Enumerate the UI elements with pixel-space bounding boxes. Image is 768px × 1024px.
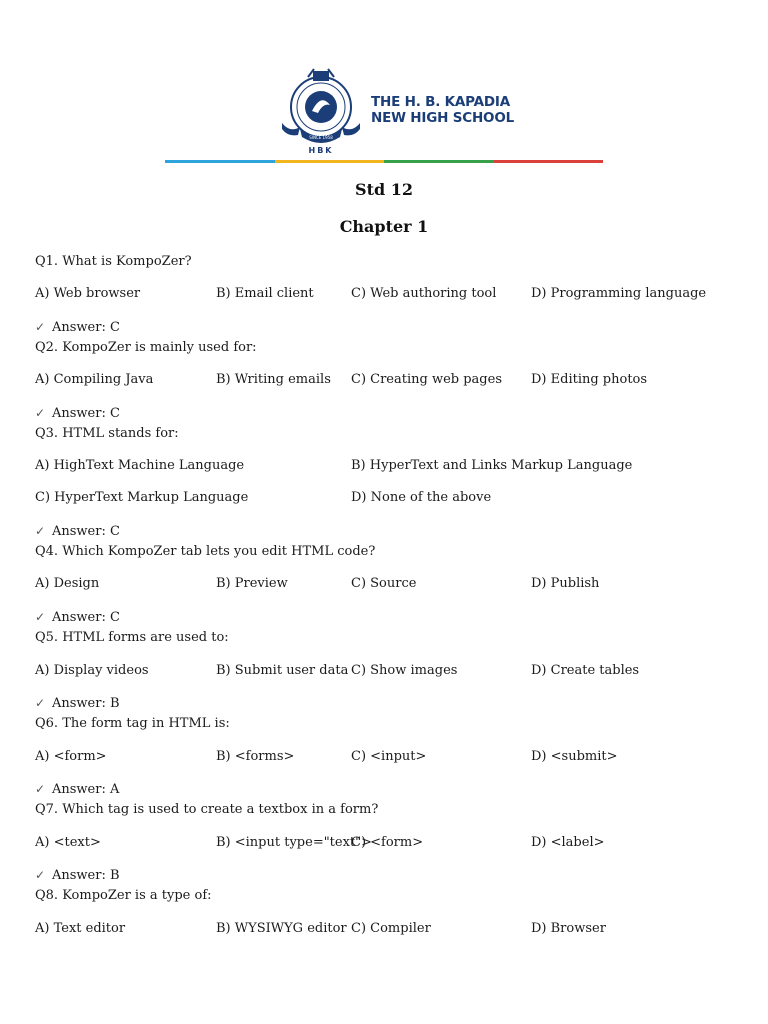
check-icon: ✓ bbox=[35, 320, 46, 334]
option: C) Web authoring tool bbox=[351, 286, 497, 301]
school-name-line1: THE H. B. KAPADIA bbox=[371, 94, 510, 110]
option: A) <form> bbox=[35, 749, 107, 764]
option: B) WYSIWYG editor bbox=[216, 921, 347, 936]
std-title: Std 12 bbox=[355, 180, 413, 199]
option: B) Preview bbox=[216, 576, 288, 591]
option: C) <input> bbox=[351, 749, 427, 764]
check-icon: ✓ bbox=[35, 782, 46, 796]
divider-green bbox=[384, 160, 494, 163]
option: C) Compiler bbox=[351, 921, 431, 936]
answer bbox=[35, 782, 119, 797]
option: B) <forms> bbox=[216, 749, 295, 764]
check-icon: ✓ bbox=[35, 868, 46, 882]
answer-text: Answer: C bbox=[52, 320, 120, 335]
question-text: Q6. The form tag in HTML is: bbox=[35, 716, 230, 731]
option: C) Source bbox=[351, 576, 417, 591]
question-text: Q7. Which tag is used to create a textbox in a form? bbox=[35, 802, 379, 817]
option: A) HighText Machine Language bbox=[35, 458, 245, 473]
answer-text: Answer: C bbox=[52, 406, 120, 421]
answer bbox=[35, 868, 120, 883]
check-icon: ✓ bbox=[35, 524, 46, 538]
option: A) Design bbox=[35, 576, 100, 591]
divider-yellow bbox=[275, 160, 385, 163]
option: C) HyperText Markup Language bbox=[35, 490, 249, 505]
question-text: Q8. KompoZer is a type of: bbox=[35, 888, 212, 903]
chapter-title: Chapter 1 bbox=[339, 217, 429, 236]
option: D) None of the above bbox=[351, 490, 492, 505]
option: B) HyperText and Links Markup Language bbox=[351, 458, 633, 473]
question-text: Q2. KompoZer is mainly used for: bbox=[35, 340, 257, 355]
question-text: Q3. HTML stands for: bbox=[35, 426, 179, 441]
answer bbox=[35, 406, 120, 421]
question-text: Q4. Which KompoZer tab lets you edit HTML code? bbox=[35, 544, 376, 559]
answer-text: Answer: C bbox=[52, 524, 120, 539]
school-name-line2: NEW HIGH SCHOOL bbox=[371, 110, 514, 126]
option: C) Show images bbox=[351, 663, 458, 678]
option: D) Editing photos bbox=[531, 372, 648, 387]
option: D) Programming language bbox=[531, 286, 707, 301]
option: B) <input type="text"> bbox=[216, 835, 373, 850]
option: D) <label> bbox=[531, 835, 605, 850]
logo-year: SINCE 1958 bbox=[309, 135, 333, 140]
option: D) Create tables bbox=[531, 663, 640, 678]
option: D) Browser bbox=[531, 921, 606, 936]
answer bbox=[35, 320, 120, 335]
option: A) Web browser bbox=[35, 286, 141, 301]
option: A) Display videos bbox=[35, 663, 149, 678]
answer bbox=[35, 610, 120, 625]
answer-text: Answer: C bbox=[52, 610, 120, 625]
option: A) Text editor bbox=[35, 921, 126, 936]
option: C) <form> bbox=[351, 835, 424, 850]
divider-blue bbox=[165, 160, 275, 163]
answer-text: Answer: B bbox=[52, 868, 120, 883]
question-text: Q5. HTML forms are used to: bbox=[35, 630, 229, 645]
option: B) Submit user data bbox=[216, 663, 349, 678]
option: B) Writing emails bbox=[216, 372, 331, 387]
option: D) Publish bbox=[531, 576, 600, 591]
answer-text: Answer: A bbox=[52, 782, 120, 797]
header-divider bbox=[165, 160, 603, 163]
divider-red bbox=[494, 160, 604, 163]
option: A) <text> bbox=[35, 835, 101, 850]
school-name bbox=[371, 94, 514, 126]
option: C) Creating web pages bbox=[351, 372, 502, 387]
school-logo bbox=[278, 67, 364, 153]
answer-text: Answer: B bbox=[52, 696, 120, 711]
answer bbox=[35, 696, 120, 711]
check-icon: ✓ bbox=[35, 696, 46, 710]
check-icon: ✓ bbox=[35, 406, 46, 420]
answer bbox=[35, 524, 120, 539]
check-icon: ✓ bbox=[35, 610, 46, 624]
logo-text: HBK bbox=[308, 146, 334, 153]
question-text: Q1. What is KompoZer? bbox=[35, 254, 192, 269]
option: A) Compiling Java bbox=[35, 372, 154, 387]
school-header bbox=[0, 60, 768, 160]
option: D) <submit> bbox=[531, 749, 618, 764]
option: B) Email client bbox=[216, 286, 314, 301]
